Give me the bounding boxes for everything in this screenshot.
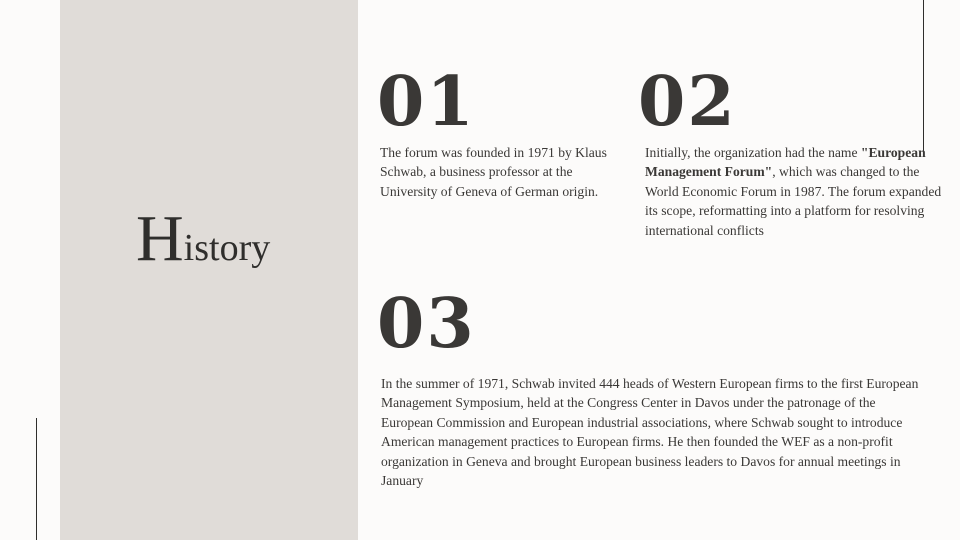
section-text-02-before: Initially, the organization had the name (645, 145, 861, 160)
decorative-line-left (36, 418, 37, 540)
section-text-01: The forum was founded in 1971 by Klaus Schwab, a business professor at the University of Geneva of German origin. (380, 145, 607, 199)
section-number-03: 03 (377, 284, 476, 364)
section-text-03: In the summer of 1971, Schwab invited 444 heads of Western European firms to the first European Management Symposium, held at the Congress Center in Davos under the patronage of the European Commission and European industrial associations, where Schwab sought to introduce American management practices to European firms. He then founded the WEF as a non-profit organization in Geneva and brought European business leaders to Davos for annual meetings in January (381, 376, 919, 489)
decorative-line-right (923, 0, 924, 155)
title-initial: H (136, 202, 184, 275)
section-number-01: 01 (377, 62, 476, 142)
section-text-02 (645, 143, 943, 240)
section-number-02: 02 (638, 62, 737, 142)
section-text-02-bold: "European Management Forum" (645, 145, 926, 180)
section-text-02-after: , which was changed to the World Economic Forum in 1987. The forum expanded its scope, reformatting into a platform for resolving international conflicts (645, 164, 942, 238)
slide-title (136, 202, 271, 275)
title-rest: istory (183, 227, 271, 269)
